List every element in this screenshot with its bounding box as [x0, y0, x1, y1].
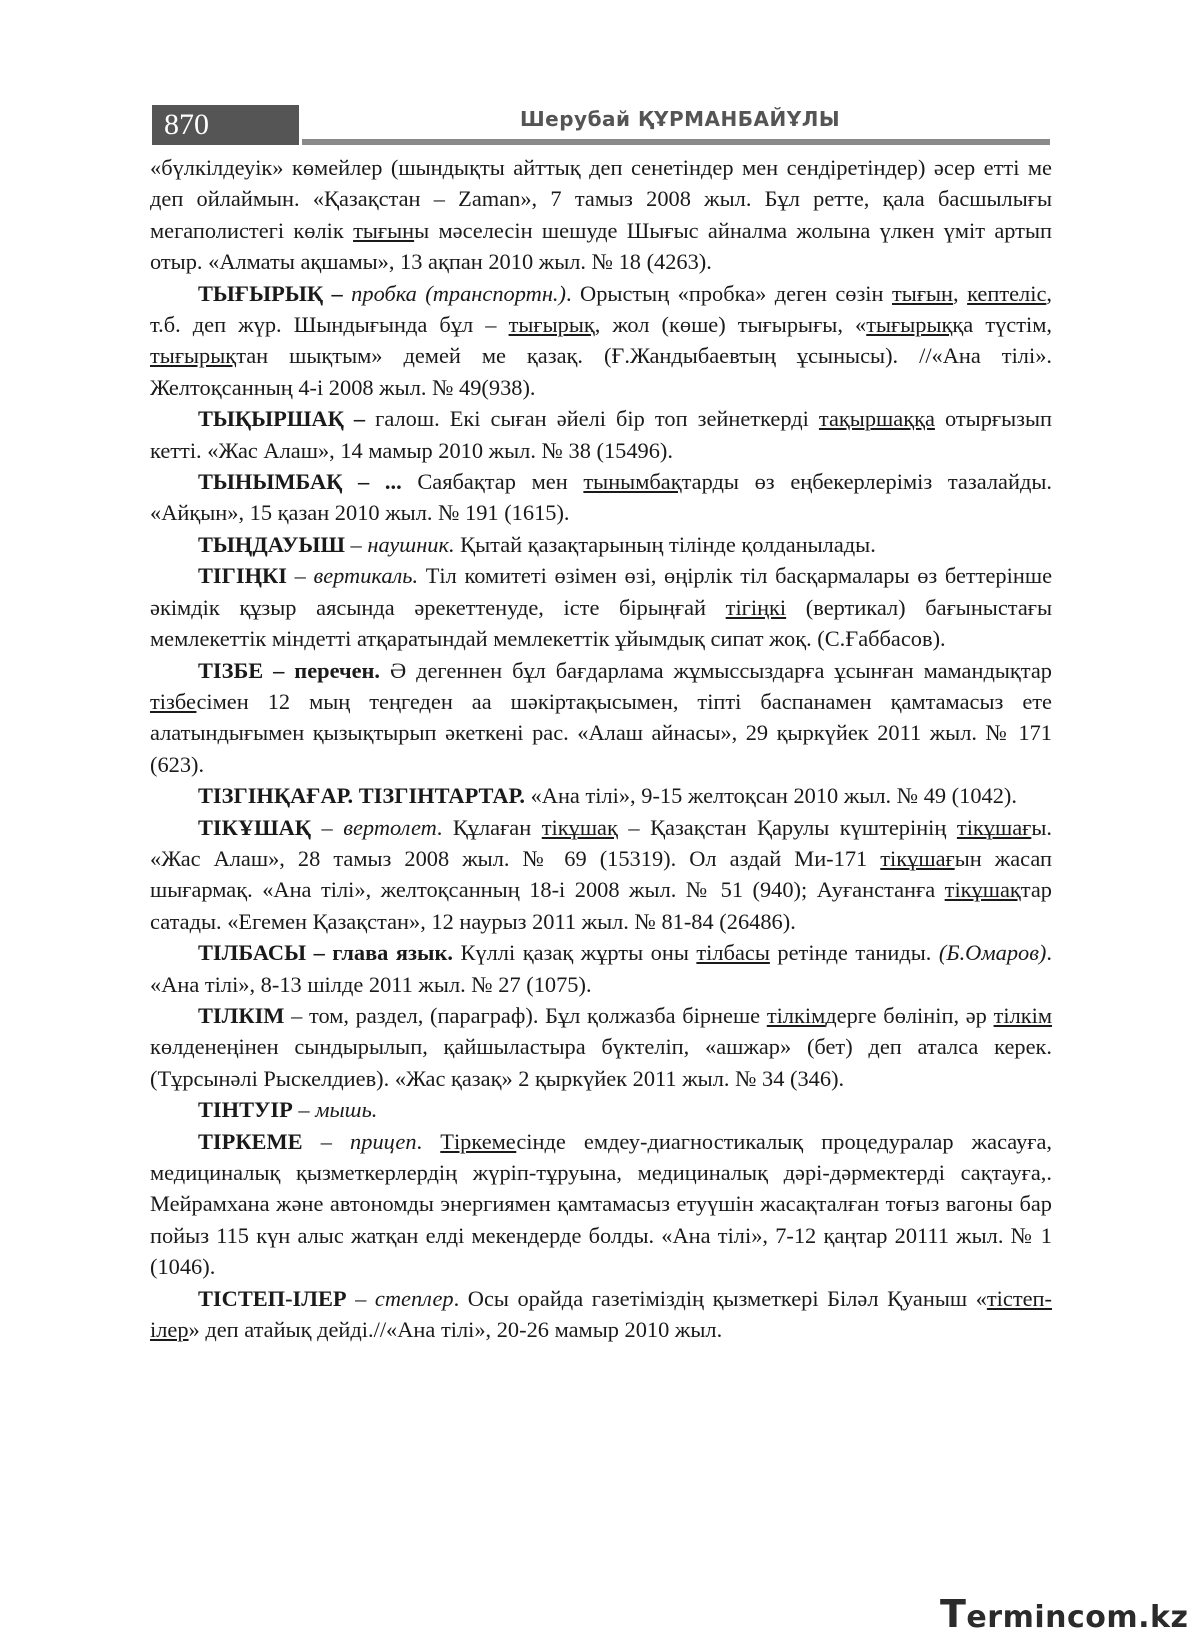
entry-tizbe: ТІЗБЕ – перечен. Ә дегеннен бұл бағдарлама жұмыссыздарға ұсынған мамандықтар тізбесімен 12 мың теңгеден аа шәкіртақысымен, тіпті баспанамен қамтамасыз ете алатындығымен қызықтырып әкеткені рас. «Алаш айнасы», 29 қыркүйек 2011 жыл. № 171 (623).: [150, 657, 1052, 777]
running-head-author: Шерубай ҚҰРМАНБАЙҰЛЫ: [519, 107, 841, 131]
entry-term: ТІСТЕП-ІЛЕР: [198, 1285, 347, 1311]
entry-tygyryk: ТЫҒЫРЫҚ – пробка (транспортн.). Орыстың «пробка» деген сөзін тығын, кептеліс, т.б. деп жүр. Шындығында бұл – тығырық, жол (көше) тығырығы, «тығырыққа түстім, тығырықтан шықтым» демей ме қазақ. (Ғ.Жандыбаевтың ұсынысы). //«Ана тілі». Желтоқсанның 4-і 2008 жыл. № 49(938).: [150, 280, 1053, 400]
entry-tilkim: ТІЛКІМ – том, раздел, (параграф). Бұл қолжазба бірнеше тілкімдерге бөлініп, әр тілкім көлденеңінен сындырылып, қайшыластыра бүктеліп, «ашжар» (бет) деп аталса керек. (Тұрсынәлі Рыскелдиев). «Жас қазақ» 2 қыркүйек 2011 жыл. № 34 (346).: [150, 1002, 1053, 1091]
entry-term: ТІГІҢКІ: [198, 563, 287, 589]
entry-tizginkagar: ТІЗГІНҚАҒАР. ТІЗГІНТАРТАР. «Ана тілі», 9-15 желтоқсан 2010 жыл. № 49 (1042).: [198, 783, 1017, 809]
entry-tyndauysh: ТЫҢДАУЫШ – наушник. Қытай қазақтарының тілінде қолданылады.: [198, 531, 876, 557]
entry-tigingki: ТІГІҢКІ – вертикаль. Тіл комитеті өзімен өзі, өңірлік тіл басқармалары өз беттерінше әкімдік құзыр аясында әрекеттенуде, істе бірыңғай тігіңкі (вертикал) бағыныстағы мемлекеттік міндетті атқаратындай мемлекеттік ұйымдық сипат жоқ. (С.Ғаббасов).: [150, 563, 1053, 652]
page-header: [152, 105, 1050, 145]
entry-continuation: «бүлкілдеуік» көмейлер (шындықты айттық деп сенетіндер мен сендіретіндер) әсер етті ме деп ойлаймын. «Қазақстан – Zaman», 7 тамыз 2008 жыл. Бұл ретте, қала басшылығы мегаполистегі көлік тығыны мәселесін шешуде Шығыс айналма жолына үлкен үміт артып отыр. «Алматы ақшамы», 13 ақпан 2010 жыл. № 18 (4263).: [150, 155, 1052, 275]
entry-term: ТІРКЕМЕ: [198, 1128, 303, 1154]
entry-tilbasy: ТІЛБАСЫ – глава язык. Күллі қазақ жұрты оны тілбасы ретінде таниды. (Б.Омаров). «Ана тілі», 8-13 шілде 2011 жыл. № 27 (1075).: [150, 940, 1052, 997]
entry-term: ТЫҢДАУЫШ: [198, 531, 345, 557]
entry-term: ТІКҰШАҚ: [198, 814, 312, 840]
entry-term: ТЫҚЫРШАҚ –: [198, 406, 366, 432]
header-rule: [302, 139, 1050, 145]
entry-tynymbak: ТЫНЫМБАҚ – ... Саябақтар мен тынымбақтарды өз еңбекерлеріміз тазалайды. «Айқын», 15 қазан 2010 жыл. № 191 (1615).: [150, 469, 1052, 526]
entry-term: ТІЗБЕ – перечен.: [198, 657, 381, 683]
page-number: 870: [152, 105, 299, 145]
dictionary-body: [150, 152, 1052, 1345]
watermark-logo: Termincom.kz: [940, 1592, 1188, 1636]
entry-term: ТІЛБАСЫ – глава язык.: [198, 940, 453, 966]
entry-tistep-iler: ТІСТЕП-ІЛЕР – степлер. Осы орайда газетіміздің қызметкері Біләл Қуаныш «тістеп-ілер» деп атайық дейді.//«Ана тілі», 20-26 мамыр 2010 жыл.: [150, 1285, 1052, 1343]
entry-term: ТІНТУІР: [198, 1097, 293, 1123]
entry-term: ТІЗГІНҚАҒАР. ТІЗГІНТАРТАР.: [198, 783, 525, 809]
entry-term: ТЫҒЫРЫҚ –: [198, 280, 343, 306]
entry-tykyrshak: ТЫҚЫРШАҚ – галош. Екі сыған әйелі бір топ зейнеткерді тақыршаққа отырғызып кетті. «Жас Алаш», 14 мамыр 2010 жыл. № 38 (15496).: [150, 406, 1053, 463]
entry-tirkeme: ТІРКЕМЕ – прицеп. Тіркемесінде емдеу-диагностикалық процедуралар жасауға, медициналық қызметкерлердің жүріп-тұруына, медициналық дәрі-дәрмектерді сақтауға,. Мейрамхана және автономды энергиямен қамтамасыз етуүшін жасақталған тоғыз вагоны бар пойыз 115 күн алыс жатқан елді мекендерде болды. «Ана тілі», 7-12 қаңтар 20111 жыл. № 1 (1046).: [150, 1128, 1053, 1280]
entry-term: ТЫНЫМБАҚ – ...: [198, 469, 402, 495]
entry-tintuir: ТІНТУІР – мышь.: [198, 1097, 378, 1123]
entry-term: ТІЛКІМ: [198, 1002, 285, 1028]
entry-tikushak: ТІКҰШАҚ – вертолет. Құлаған тікұшақ – Қазақстан Қарулы күштерінің тікұшағы. «Жас Алаш», 28 тамыз 2008 жыл. № 69 (15319). Ол аздай Ми-171 тікұшағын жасап шығармақ. «Ана тілі», желтоқсанның 18-і 2008 жыл. № 51 (940); Ауғанстанға тікұшақтар сатады. «Егемен Қазақстан», 12 наурыз 2011 жыл. № 81-84 (26486).: [150, 814, 1053, 934]
